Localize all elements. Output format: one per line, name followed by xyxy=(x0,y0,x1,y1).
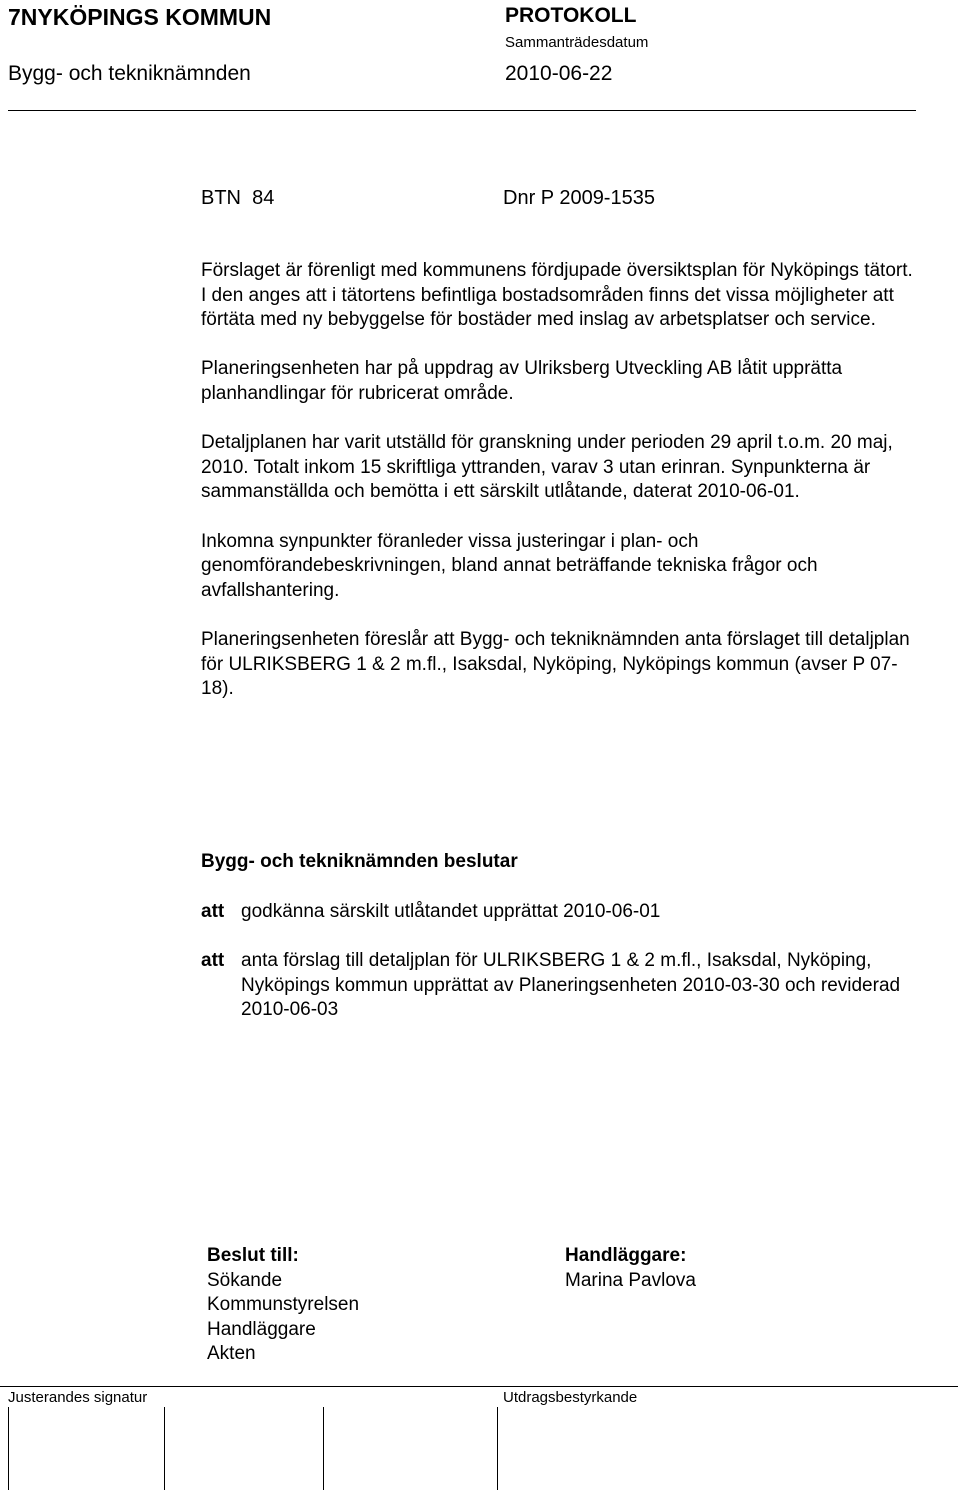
footer-divider xyxy=(0,1386,958,1387)
decision-text: anta förslag till detaljplan för ULRIKSBERG 1 & 2 m.fl., Isaksdal, Nyköping, Nyköpings kommun upprättat av Planeringsenheten 2010-03-30 och reviderad 2010-06-03 xyxy=(241,950,901,1021)
recipient: Kommunstyrelsen xyxy=(207,1294,360,1316)
document-type: PROTOKOLL xyxy=(505,4,637,27)
recipient: Handläggare xyxy=(207,1318,316,1340)
distribution-heading: Beslut till: xyxy=(207,1245,299,1266)
organization-name: 7NYKÖPINGS KOMMUN xyxy=(8,4,272,30)
case-number: Dnr P 2009-1535 xyxy=(503,187,655,209)
case-description xyxy=(201,259,921,726)
decision-item xyxy=(201,900,921,925)
signature-box-divider xyxy=(497,1407,498,1490)
signature-box-divider xyxy=(164,1407,165,1490)
committee-name: Bygg- och tekniknämnden xyxy=(8,62,251,85)
handler-heading: Handläggare: xyxy=(565,1245,687,1266)
handler-name: Marina Pavlova xyxy=(565,1269,696,1291)
signature-box-divider xyxy=(323,1407,324,1490)
signature-label: Justerandes signatur xyxy=(8,1389,148,1406)
distribution-list xyxy=(207,1244,359,1367)
decision-item xyxy=(201,949,921,1024)
paragraph: Förslaget är förenligt med kommunens fördjupade översiktsplan för Nyköpings tätort. I den anges att i tätortens befintliga bostadsområden finns det vissa möjligheter att förtäta med ny bebyggelse för bostäder med inslag av arbetsplatser och service. xyxy=(201,260,913,331)
decision-keyword: att xyxy=(201,950,225,971)
meeting-date: 2010-06-22 xyxy=(505,62,613,85)
paragraph: Inkomna synpunkter föranleder vissa justeringar i plan- och genomförandebeskrivningen, bland annat beträffande tekniska frågor och avfallshantering. xyxy=(201,530,818,601)
item-number: BTN 84 xyxy=(201,187,275,209)
paragraph: Detaljplanen har varit utställd för granskning under perioden 29 april t.o.m. 20 maj, 2010. Totalt inkom 15 skriftliga yttranden, varav 3 utan erinran. Synpunkterna är sammanställda och bemötta i ett särskilt utlåtande, daterat 2010-06-01. xyxy=(201,432,893,503)
recipient: Akten xyxy=(207,1343,256,1365)
signature-box-divider xyxy=(8,1407,9,1490)
certification-label: Utdragsbestyrkande xyxy=(503,1389,638,1406)
handler-block xyxy=(565,1244,696,1293)
recipient: Sökande xyxy=(207,1269,283,1291)
meeting-date-label: Sammanträdesdatum xyxy=(505,34,649,51)
paragraph: Planeringsenheten föreslår att Bygg- och tekniknämnden anta förslaget till detaljplan för ULRIKSBERG 1 & 2 m.fl., Isaksdal, Nyköping, Nyköpings kommun (avser P 07-18). xyxy=(201,628,910,700)
paragraph: Planeringsenheten har på uppdrag av Ulriksberg Utveckling AB låtit upprätta planhandlingar för rubricerat område. xyxy=(201,358,843,404)
decision-keyword: att xyxy=(201,901,225,922)
decision-text: godkänna särskilt utlåtandet upprättat 2010-06-01 xyxy=(241,901,661,922)
header-divider xyxy=(8,110,916,111)
decision-heading: Bygg- och tekniknämnden beslutar xyxy=(201,851,518,872)
